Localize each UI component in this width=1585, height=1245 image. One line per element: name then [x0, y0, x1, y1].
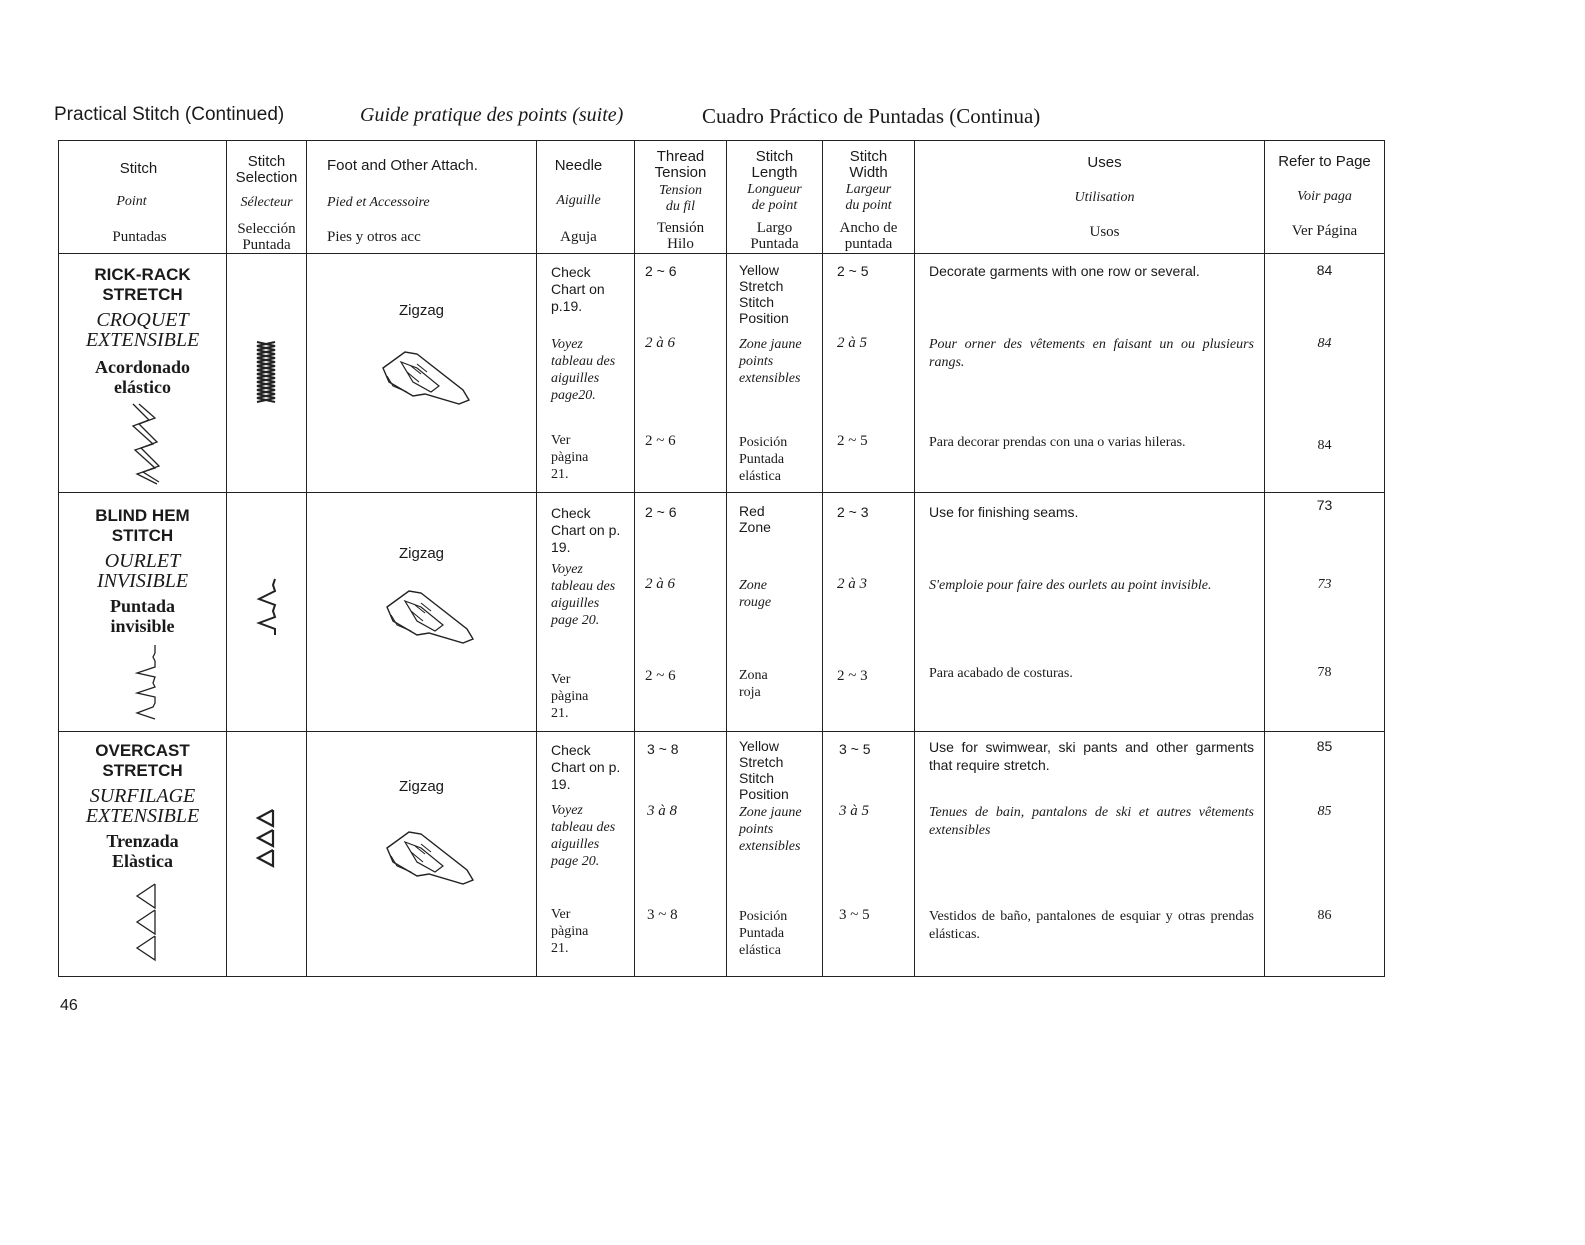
table-row	[59, 254, 1385, 493]
refer-page-fr: 73	[1317, 577, 1332, 592]
blind-hem-stitch-pattern-icon	[135, 643, 159, 723]
page-titles	[54, 104, 1474, 134]
uses-text-fr: Tenues de bain, pantalons de ski et autres vêtements extensibles	[929, 805, 1254, 838]
stitch-name-en: OVERCAST	[95, 741, 190, 760]
stitch-chart-table	[58, 140, 1385, 977]
length-cell	[727, 493, 823, 732]
refer-cell	[1265, 732, 1385, 977]
header-width-fr1: Largeur	[845, 182, 892, 197]
foot-label: Zigzag	[398, 302, 445, 319]
header-uses-fr: Utilisation	[1074, 190, 1135, 205]
stitch-name-cell	[59, 732, 227, 977]
header-length-es2: Puntada	[750, 236, 799, 252]
stitch-name-es: invisible	[110, 616, 175, 636]
refer-page-en: 73	[1316, 497, 1333, 513]
blind-hem-stitch-icon	[255, 577, 279, 637]
stitch-name-fr: INVISIBLE	[96, 570, 189, 592]
refer-page-fr: 85	[1317, 804, 1332, 819]
stitch-name-fr: SURFILAGE	[89, 785, 196, 807]
needle-text-es: Ver pàgina 21.	[551, 433, 589, 482]
length-text-en: Yellow Stretch Stitch Position	[739, 738, 789, 802]
stitch-name-fr: CROQUET	[96, 309, 189, 331]
tension-fr: 3 à 8	[647, 803, 677, 819]
overcast-stitch-pattern-icon	[135, 882, 159, 964]
refer-cell	[1265, 493, 1385, 732]
presser-foot-icon	[381, 826, 481, 892]
width-es: 2 ~ 5	[837, 433, 868, 449]
header-needle-es: Aguja	[560, 229, 597, 245]
uses-text-en: Decorate garments with one row or several.	[929, 263, 1200, 279]
length-cell	[727, 732, 823, 977]
header-length-en2: Length	[751, 164, 798, 181]
header-selection-en2: Selection	[235, 169, 298, 186]
tension-en: 2 ~ 6	[645, 263, 677, 279]
width-fr: 3 à 5	[839, 803, 869, 819]
table-row	[59, 732, 1385, 977]
width-es: 2 ~ 3	[837, 668, 868, 684]
header-width-es2: puntada	[844, 236, 893, 252]
header-length-fr1: Longueur	[747, 182, 802, 197]
refer-page-es: 84	[1317, 438, 1332, 453]
width-es: 3 ~ 5	[839, 907, 870, 923]
header-refer-fr: Voir paga	[1297, 189, 1352, 204]
uses-text-en: Use for finishing seams.	[929, 504, 1079, 520]
needle-text-en: Check Chart on p. 19.	[551, 505, 621, 555]
tension-fr: 2 à 6	[645, 576, 675, 592]
length-text-en: Red Zone	[739, 503, 771, 535]
uses-cell	[915, 254, 1265, 493]
header-foot-es: Pies y otros acc	[327, 229, 421, 245]
stitch-name-es: Trenzada	[106, 831, 179, 851]
header-refer-es: Ver Página	[1291, 223, 1358, 239]
needle-text-en: Check Chart on p. 19.	[551, 742, 621, 792]
header-tension-fr1: Tension	[658, 183, 703, 198]
width-fr: 2 à 5	[837, 335, 867, 351]
refer-page-es: 86	[1317, 908, 1332, 923]
uses-cell	[915, 493, 1265, 732]
header-tension-fr2: du fil	[665, 199, 696, 214]
stitch-name-cell	[59, 254, 227, 493]
length-cell	[727, 254, 823, 493]
stitch-name-en: RICK-RACK	[94, 265, 191, 284]
header-stitch-es: Puntadas	[112, 229, 167, 245]
stitch-selection-cell	[227, 493, 307, 732]
foot-cell	[307, 493, 537, 732]
width-en: 3 ~ 5	[839, 741, 871, 757]
header-stitch-en: Stitch	[119, 160, 158, 177]
refer-page-en: 84	[1316, 262, 1333, 278]
stitch-name-en: STITCH	[111, 526, 174, 545]
rickrack-stitch-pattern-icon	[131, 402, 161, 486]
header-needle-en: Needle	[554, 157, 603, 174]
presser-foot-icon	[381, 585, 481, 651]
uses-text-es: Para acabado de costuras.	[929, 666, 1073, 681]
header-length-es1: Largo	[756, 220, 793, 236]
refer-page-fr: 84	[1317, 336, 1332, 351]
stitch-name-fr: EXTENSIBLE	[85, 805, 200, 827]
header-selection-fr: Sélecteur	[240, 195, 293, 210]
needle-text-es: Ver pàgina 21.	[551, 907, 589, 956]
tension-en: 2 ~ 6	[645, 504, 677, 520]
refer-cell	[1265, 254, 1385, 493]
header-width-fr2: du point	[845, 198, 892, 213]
table-row	[59, 493, 1385, 732]
header-uses	[915, 141, 1265, 254]
length-text-es: Zona roja	[739, 668, 768, 700]
header-tension	[635, 141, 727, 254]
width-en: 2 ~ 3	[837, 504, 869, 520]
header-selection-es1: Selección	[237, 221, 296, 237]
header-width-en2: Width	[849, 164, 888, 181]
header-tension-es1: Tensión	[656, 220, 705, 236]
tension-cell	[635, 732, 727, 977]
needle-text-fr: Voyez tableau des aiguilles page 20.	[551, 562, 616, 628]
length-text-fr: Zone jaune points extensibles	[739, 337, 802, 386]
refer-page-en: 85	[1316, 738, 1333, 754]
header-stitch-fr: Point	[116, 194, 147, 209]
uses-text-es: Para decorar prendas con una o varias hileras.	[929, 435, 1186, 450]
length-text-fr: Zone rouge	[739, 578, 772, 610]
title-spanish: Cuadro Práctico de Puntadas (Continua)	[702, 104, 1041, 128]
header-uses-en: Uses	[1087, 154, 1122, 171]
stitch-name-es: Puntada	[109, 596, 176, 616]
stitch-name-en: STRETCH	[102, 285, 183, 304]
header-stitch	[59, 141, 227, 254]
header-refer	[1265, 141, 1385, 254]
width-cell	[823, 732, 915, 977]
uses-text-es: Vestidos de baño, pantalones de esquiar y otras prendas elásticas.	[929, 909, 1254, 942]
needle-text-en: Check Chart on p.19.	[551, 264, 605, 314]
needle-cell	[537, 732, 635, 977]
uses-text-fr: Pour orner des vêtements en faisant un ou plusieurs rangs.	[929, 337, 1254, 370]
stitch-selection-cell	[227, 732, 307, 977]
header-tension-en1: Thread	[656, 148, 705, 165]
tension-cell	[635, 254, 727, 493]
needle-text-fr: Voyez tableau des aiguilles page20.	[551, 337, 616, 403]
header-uses-es: Usos	[1089, 224, 1120, 240]
width-cell	[823, 493, 915, 732]
header-width	[823, 141, 915, 254]
header-length	[727, 141, 823, 254]
foot-cell	[307, 732, 537, 977]
needle-text-fr: Voyez tableau des aiguilles page 20.	[551, 803, 616, 869]
tension-cell	[635, 493, 727, 732]
tension-es: 3 ~ 8	[647, 907, 678, 923]
header-width-es1: Ancho de	[839, 220, 898, 236]
presser-foot-icon	[377, 346, 477, 412]
length-text-fr: Zone jaune points extensibles	[739, 805, 802, 854]
stitch-name-en: BLIND HEM	[95, 506, 190, 525]
needle-cell	[537, 254, 635, 493]
width-en: 2 ~ 5	[837, 263, 869, 279]
tension-es: 2 ~ 6	[645, 668, 676, 684]
header-length-en1: Stitch	[755, 148, 794, 165]
stitch-name-es: elástico	[114, 377, 171, 397]
needle-cell	[537, 493, 635, 732]
stitch-name-es: Acordonado	[94, 357, 190, 377]
rickrack-stitch-icon	[255, 340, 277, 406]
uses-cell	[915, 732, 1265, 977]
header-foot-fr: Pied et Accessoire	[327, 195, 430, 210]
title-french: Guide pratique des points (suite)	[360, 104, 624, 126]
header-tension-es2: Hilo	[667, 236, 694, 252]
needle-text-es: Ver pàgina 21.	[551, 672, 589, 721]
length-text-es: Posición Puntada elástica	[739, 435, 788, 484]
header-tension-en2: Tension	[654, 164, 707, 181]
header-foot-en: Foot and Other Attach.	[327, 157, 478, 174]
header-foot	[307, 141, 537, 254]
stitch-selection-cell	[227, 254, 307, 493]
header-needle-fr: Aiguille	[556, 193, 601, 208]
header-selection	[227, 141, 307, 254]
foot-cell	[307, 254, 537, 493]
header-length-fr2: de point	[751, 198, 798, 213]
overcast-stitch-icon	[255, 808, 277, 874]
stitch-name-es: Elàstica	[112, 851, 173, 871]
tension-en: 3 ~ 8	[647, 741, 679, 757]
header-width-en1: Stitch	[849, 148, 888, 165]
stitch-name-fr: EXTENSIBLE	[85, 329, 200, 351]
stitch-name-fr: OURLET	[104, 550, 181, 572]
tension-fr: 2 à 6	[645, 335, 675, 351]
width-cell	[823, 254, 915, 493]
stitch-name-en: STRETCH	[102, 761, 183, 780]
title-english: Practical Stitch (Continued)	[54, 104, 285, 125]
foot-label: Zigzag	[398, 545, 445, 562]
uses-text-en: Use for swimwear, ski pants and other garments that require stretch.	[929, 739, 1254, 773]
header-needle	[537, 141, 635, 254]
width-fr: 2 à 3	[837, 576, 867, 592]
foot-label: Zigzag	[398, 778, 445, 795]
page-number: 46	[60, 997, 78, 1014]
length-text-en: Yellow Stretch Stitch Position	[739, 262, 789, 326]
header-selection-en1: Stitch	[247, 153, 286, 170]
refer-page-es: 78	[1317, 665, 1332, 680]
stitch-name-cell	[59, 493, 227, 732]
header-selection-es2: Puntada	[242, 237, 291, 253]
header-refer-en: Refer to Page	[1278, 153, 1371, 170]
tension-es: 2 ~ 6	[645, 433, 676, 449]
uses-text-fr: S'emploie pour faire des ourlets au point invisible.	[929, 578, 1212, 593]
header-row	[59, 141, 1385, 254]
length-text-es: Posición Puntada elástica	[739, 909, 788, 958]
